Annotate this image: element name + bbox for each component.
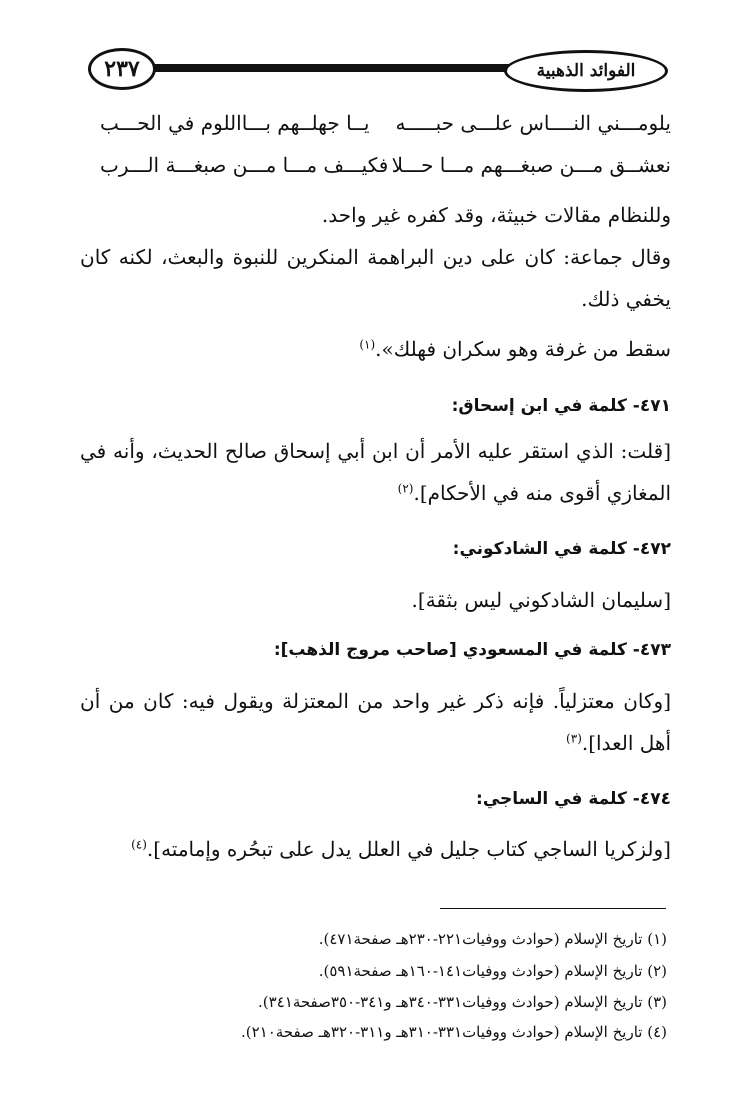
section-heading-472: ٤٧٢- كلمة في الشادكوني: xyxy=(452,539,671,559)
header-rule xyxy=(128,64,568,72)
section-473-line-2 xyxy=(566,728,671,758)
section-471-line-2 xyxy=(398,478,671,508)
paragraph-brahmins-line-1: وقال جماعة: كان على دين البراهمة المنكرين للنبوة والبعث، لكنه كان xyxy=(80,245,671,269)
section-474-line-1-text: [ولزكريا الساجي كتاب جليل في العلل يدل على تبحُره وإمامته]. xyxy=(146,837,671,861)
paragraph-brahmins-line-2: يخفي ذلك. xyxy=(581,287,671,311)
verse-1-first-hemistich: يلومـــني النــــاس علـــى حبـــــه xyxy=(395,111,671,135)
book-title: الفوائد الذهبية xyxy=(504,50,668,92)
verse-2-first-hemistich: نعشــق مـــن صبغـــهم مـــا حـــلا xyxy=(391,153,671,177)
paragraph-nazzam: وللنظام مقالات خبيثة، وقد كفره غير واحد. xyxy=(321,203,671,227)
section-heading-471: ٤٧١- كلمة في ابن إسحاق: xyxy=(451,396,671,416)
footnote-ref-2: (٢) xyxy=(397,481,414,496)
footnote-3: (٣) تاريخ الإسلام (حوادث ووفيات٣٣١-٣٤٠هـ و٣٤١-٣٥٠صفحة٣٤١). xyxy=(258,993,667,1011)
section-heading-474: ٤٧٤- كلمة في الساجي: xyxy=(476,789,671,809)
footnote-separator xyxy=(440,908,666,909)
footnote-1: (١) تاريخ الإسلام (حوادث ووفيات٢٢١-٢٣٠هـ صفحة٤٧١). xyxy=(318,930,667,948)
verse-1-second-hemistich: يــا جهلــهم بـــااللوم في الحـــب xyxy=(100,111,370,135)
footnote-ref-4: (٤) xyxy=(131,837,147,852)
section-471-line-1: [قلت: الذي استقر عليه الأمر أن ابن أبي إسحاق صالح الحديث، وأنه في xyxy=(80,439,671,463)
paragraph-death-text: سقط من غرفة وهو سكران فهلك». xyxy=(375,337,671,361)
footnote-4: (٤) تاريخ الإسلام (حوادث ووفيات٣٣١-٣١٠هـ و٣١١-٣٢٠هـ صفحة٢١٠). xyxy=(240,1023,667,1041)
page-number: ٢٣٧ xyxy=(88,48,156,90)
poem-verse-1 xyxy=(100,108,671,138)
section-473-line-2-text: أهل العدا]. xyxy=(581,731,671,755)
section-471-line-2-text: المغازي أقوى منه في الأحكام]. xyxy=(413,481,671,505)
footnote-ref-3: (٣) xyxy=(566,731,582,746)
poem-verse-2 xyxy=(100,150,671,180)
verse-2-second-hemistich: فكيـــف مـــا مـــن صبغـــة الـــرب xyxy=(100,153,389,177)
section-473-line-1: [وكان معتزلياً. فإنه ذكر غير واحد من المعتزلة ويقول فيه: كان من أن xyxy=(80,689,671,713)
footnote-ref-1: (١) xyxy=(359,337,376,352)
section-474-line-1 xyxy=(131,834,671,864)
section-472-line-1: [سليمان الشادكوني ليس بثقة]. xyxy=(411,588,671,612)
paragraph-death xyxy=(359,334,671,364)
footnote-2: (٢) تاريخ الإسلام (حوادث ووفيات١٤١-١٦٠هـ صفحة٥٩١). xyxy=(318,962,667,980)
page-header xyxy=(88,48,668,92)
section-heading-473: ٤٧٣- كلمة في المسعودي [صاحب مروج الذهب]: xyxy=(273,640,671,660)
